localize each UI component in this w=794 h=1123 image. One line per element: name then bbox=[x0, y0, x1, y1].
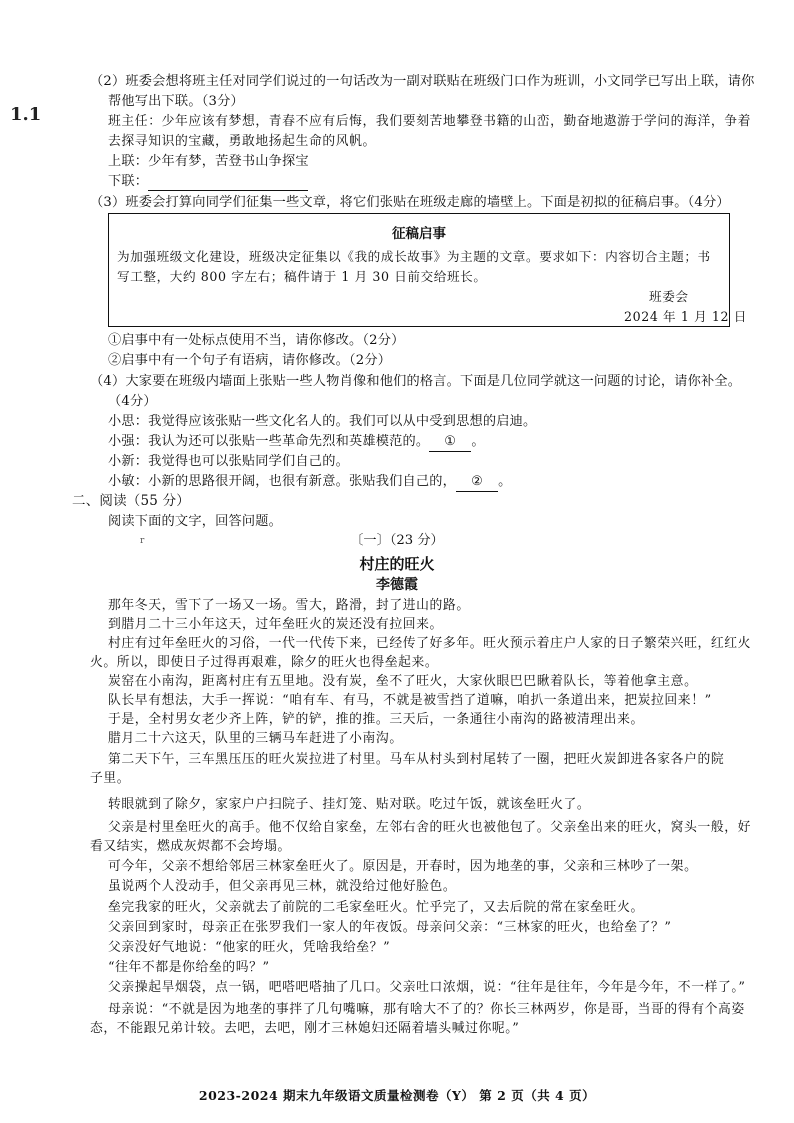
article-paragraph-continuation: 子里。 bbox=[90, 771, 131, 786]
article-paragraph: 到腊月二十三小年这天，过年垒旺火的炭还没有拉回来。 bbox=[108, 617, 443, 632]
reading-section-heading: 二、阅读（55 分） bbox=[72, 493, 190, 509]
article-paragraph: 父亲操起旱烟袋，点一锅，吧嗒吧嗒抽了几口。父亲吐口浓烟，说：“往年是往年，今年是今年，不一样了。” bbox=[108, 980, 746, 995]
article-paragraph-continuation: 态，不能跟兄弟计较。去吧，去吧，刚才三林媳妇还隔着墙头喊过你呢。” bbox=[90, 1021, 520, 1036]
q4-dialogue-xiaomin bbox=[108, 472, 511, 492]
notice-signature: 班委会 bbox=[649, 289, 689, 304]
notice-body-line1: 为加强班级文化建设，班级决定征集以《我的成长故事》为主题的文章。要求如下：内容切合主题；书 bbox=[117, 249, 711, 264]
q2-lower-couplet bbox=[108, 172, 308, 191]
q4-dialogue-xiaomin-text: 小敏：小新的思路很开阔，也很有新意。张贴我们自己的， bbox=[108, 474, 457, 489]
q4-dialogue-xiaosi: 小思：我觉得应该张贴一些文化名人的。我们可以从中受到思想的启迪。 bbox=[108, 414, 537, 429]
q4-dialogue-xiaoxin: 小新：我觉得也可以张贴同学们自己的。 bbox=[108, 454, 349, 469]
q2-upper-couplet: 上联：少年有梦，苦登书山争探宝 bbox=[108, 154, 309, 169]
q4-dialogue-xiaoqiang-text: 小强：我认为还可以张贴一些革命先烈和英雄模范的。 bbox=[108, 434, 430, 449]
article-paragraph-continuation: 看又结实，燃成灰烬都不会垮塌。 bbox=[90, 839, 291, 854]
q2-teacher-quote-line2: 去探寻知识的宝藏，勇敢地扬起生命的风帆。 bbox=[108, 134, 376, 149]
q4-answer-blank-1[interactable]: ① bbox=[429, 432, 471, 452]
q4-answer-blank-2[interactable]: ② bbox=[456, 472, 498, 492]
article-paragraph: 父亲是村里垒旺火的高手。他不仅给自家垒，左邻右舍的旺火也被他包了。父亲垒出来的旺火，窝头一般，好 bbox=[108, 820, 752, 835]
reading-part-label: 〔一〕（23 分） bbox=[350, 533, 444, 548]
q3-prompt: （3）班委会打算向同学们征集一些文章，将它们张贴在班级走廊的墙壁上。下面是初拟的征稿启事。（4分） bbox=[90, 195, 730, 210]
stray-mark: r bbox=[140, 536, 145, 546]
article-paragraph: 父亲回到家时，母亲正在张罗我们一家人的年夜饭。母亲问父亲：“三林家的旺火，也给垒了？” bbox=[108, 920, 672, 935]
article-paragraph: 腊月二十六这天，队里的三辆马车赶进了小南沟。 bbox=[108, 731, 403, 746]
q2-lower-label: 下联： bbox=[108, 174, 149, 189]
article-paragraph: 于是，全村男女老少齐上阵，铲的铲，推的推。三天后，一条通往小南沟的路被清理出来。 bbox=[108, 712, 644, 727]
q2-lower-answer-blank[interactable] bbox=[148, 176, 308, 191]
q2-teacher-quote-line1: 班主任：少年应该有梦想，青春不应有后悔，我们要刻苦地攀登书籍的山峦，勤奋地遨游于学问的海洋，争着 bbox=[108, 114, 752, 129]
article-paragraph: 垒完我家的旺火，父亲就去了前院的二毛家垒旺火。忙乎完了，又去后院的常在家垒旺火。 bbox=[108, 900, 644, 915]
article-paragraph: 父亲没好气地说：“他家的旺火，凭啥我给垒？” bbox=[108, 940, 391, 955]
article-paragraph-continuation: 火。所以，即使日子过得再艰难，除夕的旺火也得垒起来。 bbox=[90, 655, 439, 670]
article-title: 村庄的旺火 bbox=[359, 555, 435, 573]
q4-period: 。 bbox=[471, 434, 485, 449]
article-paragraph: “往年不都是你给垒的吗？” bbox=[108, 960, 270, 975]
q3-sub-question-1: ①启事中有一处标点使用不当，请你修改。（2分） bbox=[108, 333, 405, 348]
article-paragraph: 母亲说：“不就是因为地垄的事拌了几句嘴嘛，那有啥大不了的？你长三林两岁，你是哥，当哥的得有个高姿 bbox=[108, 1002, 745, 1017]
notice-date: 2024 年 1 月 12 日 bbox=[624, 309, 747, 324]
article-paragraph: 可今年，父亲不想给邻居三林家垒旺火了。原因是，开春时，因为地垄的事，父亲和三林吵了一架。 bbox=[108, 859, 698, 874]
article-paragraph: 转眼就到了除夕，家家户户扫院子、挂灯笼、贴对联。吃过午饭，就该垒旺火了。 bbox=[108, 797, 591, 812]
q2-prompt-line1: （2）班委会想将班主任对同学们说过的一句话改为一副对联贴在班级门口作为班训，小文同学已写出上联，请你 bbox=[90, 74, 755, 89]
notice-body-line2: 写工整，大约 800 字左右；稿件请于 1 月 30 日前交给班长。 bbox=[117, 269, 487, 284]
q4-prompt-line2: （4分） bbox=[108, 394, 157, 409]
article-paragraph: 虽说两个人没动手，但父亲再见三林，就没给过他好脸色。 bbox=[108, 879, 457, 894]
page-footer: 2023-2024 期末九年级语文质量检测卷（Y） 第 2 页（共 4 页） bbox=[198, 1088, 596, 1103]
q2-prompt-line2: 帮他写出下联。（3分） bbox=[108, 94, 244, 109]
q4-prompt-line1: （4）大家要在班级内墙面上张贴一些人物肖像和他们的格言。下面是几位同学就这一问题的讨论，请你补全。 bbox=[90, 374, 742, 389]
reading-instruction: 阅读下面的文字，回答问题。 bbox=[108, 514, 283, 529]
q3-sub-question-2: ②启事中有一个句子有语病，请你修改。（2分） bbox=[108, 353, 392, 368]
article-paragraph: 炭窑在小南沟，距离村庄有五里地。没有炭，垒不了旺火，大家伙眼巴巴瞅着队长，等着他拿主意。 bbox=[108, 674, 698, 689]
q4-period: 。 bbox=[498, 474, 512, 489]
margin-handwritten-mark: 1.1 bbox=[10, 104, 42, 125]
notice-box bbox=[108, 213, 747, 327]
article-paragraph: 村庄有过年垒旺火的习俗，一代一代传下来，已经传了好多年。旺火预示着庄户人家的日子繁荣兴旺，红红火 bbox=[108, 636, 752, 651]
q4-dialogue-xiaoqiang bbox=[108, 432, 485, 452]
article-paragraph: 那年冬天，雪下了一场又一场。雪大，路滑，封了进山的路。 bbox=[108, 598, 470, 613]
article-paragraph: 队长早有想法，大手一挥说：“咱有车、有马，不就是被雪挡了道嘛，咱扒一条道出来，把炭拉回来！” bbox=[108, 693, 712, 708]
notice-title: 征稿启事 bbox=[392, 226, 446, 242]
article-author: 李德霞 bbox=[376, 577, 418, 593]
article-paragraph: 第二天下午，三车黑压压的旺火炭拉进了村里。马车从村头到村尾转了一圈，把旺火炭卸进各家各户的院 bbox=[108, 752, 725, 767]
